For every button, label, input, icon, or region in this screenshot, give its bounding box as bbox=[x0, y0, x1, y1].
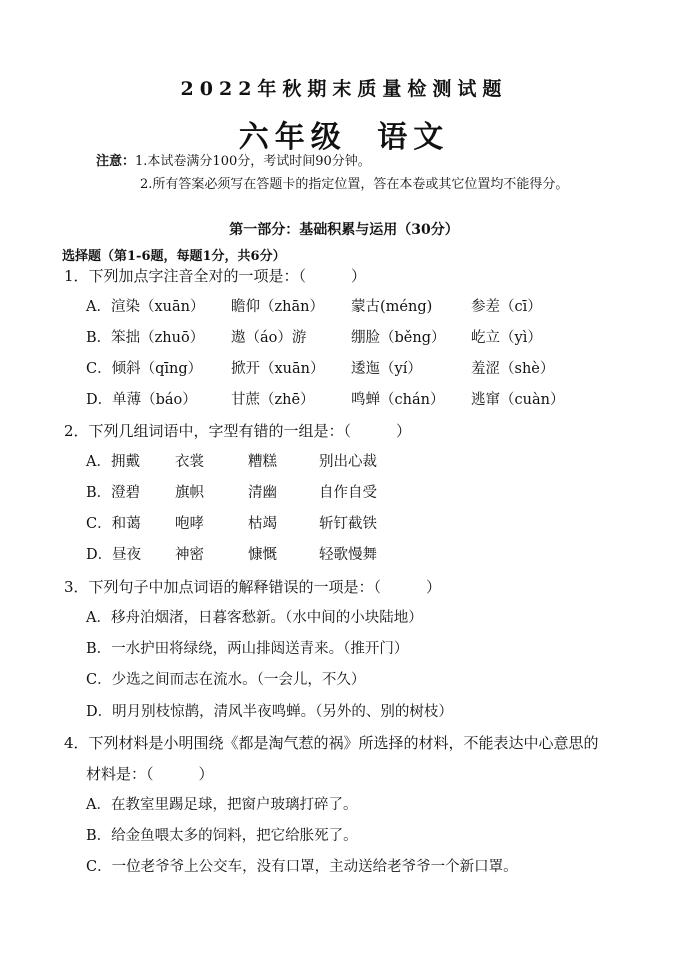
subject-title: 六年级 语文 bbox=[238, 120, 450, 155]
option-cell: 蒙古(méng) bbox=[351, 299, 433, 315]
option-cell: 斩钉截铁 bbox=[319, 516, 377, 532]
option-cell: 屹立（yì） bbox=[471, 330, 542, 346]
question-4-option-b: B．给金鱼喂太多的饲料，把它给胀死了。 bbox=[86, 828, 358, 844]
option-cell: D．昼夜 bbox=[86, 547, 142, 563]
option-cell: 瞻仰（zhān） bbox=[231, 299, 324, 315]
option-cell: 逃窜（cuàn） bbox=[471, 392, 565, 408]
option-cell: 清幽 bbox=[248, 485, 277, 501]
notice-label: 注意： bbox=[96, 154, 136, 169]
option-cell: 鸣蝉（chán） bbox=[351, 392, 445, 408]
notice-line-1 bbox=[96, 153, 371, 171]
option-cell: 衣裳 bbox=[175, 454, 204, 470]
part-heading: 第一部分：基础积累与运用（30分） bbox=[229, 222, 459, 238]
notice-line-2: 2.所有答案必须写在答题卡的指定位置，答在本卷或其它位置均不能得分。 bbox=[140, 177, 569, 192]
option-cell: 甘蔗（zhē） bbox=[231, 392, 315, 408]
option-cell: 遨（áo）游 bbox=[231, 330, 307, 346]
question-3-option-d: D．明月别枝惊鹊，清风半夜鸣蝉。（另外的、别的树枝） bbox=[86, 704, 453, 720]
option-cell: 掀开（xuān） bbox=[231, 361, 325, 377]
option-cell: 慷慨 bbox=[248, 547, 277, 563]
question-1-stem: 1．下列加点字注音全对的一项是：（ ） bbox=[64, 267, 367, 285]
option-cell: A．拥戴 bbox=[86, 454, 140, 470]
option-cell: 枯竭 bbox=[248, 516, 277, 532]
question-3-option-c: C．少选之间而志在流水。（一会儿，不久） bbox=[86, 672, 366, 688]
exam-title: 2022年秋期末质量检测试题 bbox=[180, 78, 508, 100]
notice-text-1: 1.本试卷满分100分，考试时间90分钟。 bbox=[135, 154, 371, 169]
question-4-option-a: A．在教室里踢足球，把窗户玻璃打碎了。 bbox=[86, 797, 358, 813]
section-heading: 选择题（第1-6题，每题1分，共6分） bbox=[62, 249, 286, 264]
option-cell: 羞涩（shè） bbox=[471, 361, 555, 377]
option-cell: 神密 bbox=[175, 547, 204, 563]
question-3-option-b: B．一水护田将绿绕，两山排闼送青来。（推开门） bbox=[86, 641, 409, 657]
question-2-stem: 2．下列几组词语中，字型有错的一组是：（ ） bbox=[64, 422, 412, 440]
question-3-option-a: A．移舟泊烟渚，日暮客愁新。（水中间的小块陆地） bbox=[86, 610, 423, 626]
option-cell: C．倾斜（qīng） bbox=[86, 361, 203, 377]
option-cell: 绷脸（běng） bbox=[351, 330, 446, 346]
option-cell: 咆哮 bbox=[175, 516, 204, 532]
option-cell: C．和蔼 bbox=[86, 516, 141, 532]
question-4-option-c: C．一位老爷爷上公交车，没有口罩，主动送给老爷爷一个新口罩。 bbox=[86, 859, 518, 875]
option-cell: 别出心裁 bbox=[319, 454, 377, 470]
option-cell: 轻歌慢舞 bbox=[319, 547, 377, 563]
question-4-stem: 4．下列材料是小明围绕《都是淘气惹的祸》所选择的材料，不能表达中心意思的 bbox=[64, 734, 599, 752]
option-cell: B．笨拙（zhuō） bbox=[86, 330, 205, 346]
option-cell: B．澄碧 bbox=[86, 485, 141, 501]
option-cell: 糟糕 bbox=[248, 454, 277, 470]
question-4-stem-continued: 材料是：（ ） bbox=[86, 765, 214, 783]
option-cell: D．单薄（báo） bbox=[86, 392, 197, 408]
option-cell: 逶迤（yí） bbox=[351, 361, 422, 377]
option-cell: 参差（cī） bbox=[471, 299, 542, 315]
option-cell: A．渲染（xuān） bbox=[86, 299, 205, 315]
option-cell: 自作自受 bbox=[319, 485, 377, 501]
option-cell: 旗帜 bbox=[175, 485, 204, 501]
question-3-stem: 3．下列句子中加点词语的解释错误的一项是：（ ） bbox=[64, 578, 442, 596]
